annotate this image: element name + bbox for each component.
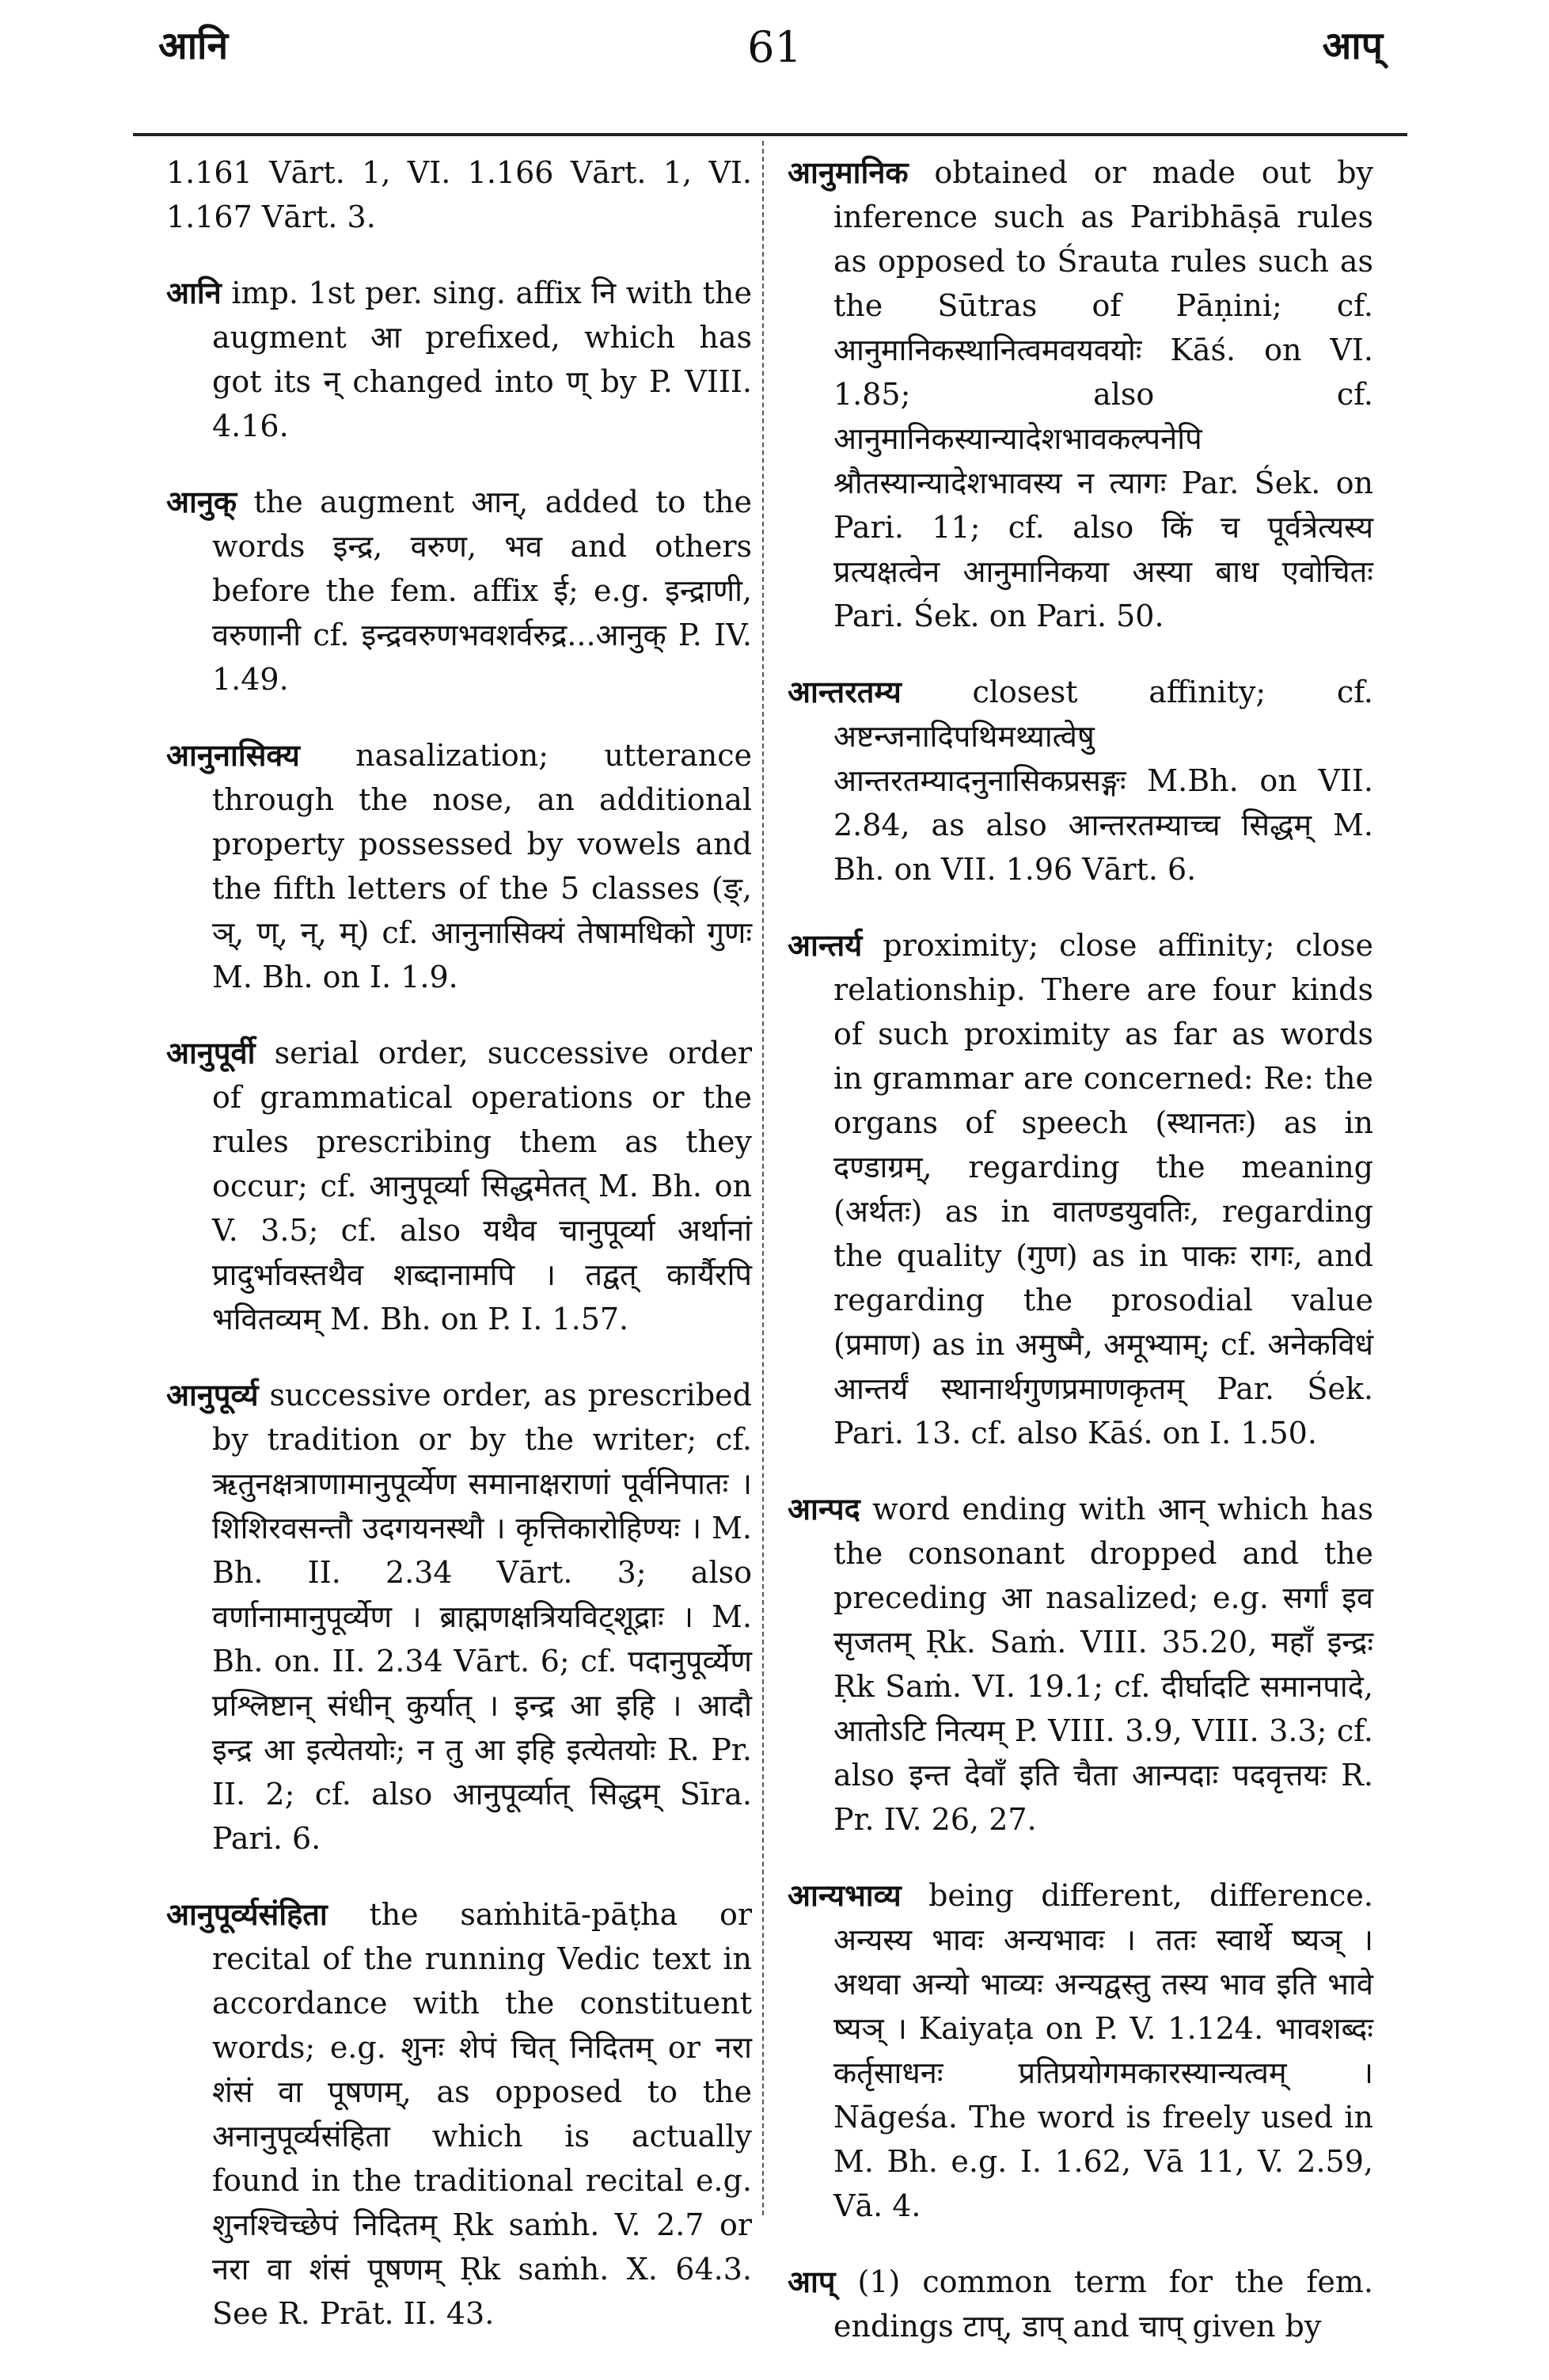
entry-text: the augment आन्, added to the words इन्द्र, वरुण, भव and others before the fem. affix ई; e.g. इन्द्राणी, वरुणानी cf. इन्द्रवरुणभवशर्वरुद्र...आनुक् P. IV. 1.49. bbox=[212, 485, 752, 697]
dictionary-entry bbox=[788, 1873, 1373, 2228]
running-head-right: आप् bbox=[1322, 24, 1383, 68]
dictionary-entry bbox=[788, 1487, 1373, 1842]
dictionary-entry bbox=[788, 150, 1373, 638]
entry-text: word ending with आन् which has the consonant dropped and the preceding आ nasalized; e.g. सर्गां इव सृजतम् Ṛk. Saṁ. VIII. 35.20, महाँ इन्द्रः Ṛk Saṁ. VI. 19.1; cf. दीर्घादटि समानपादे, आतोऽटि नित्यम् P. VIII. 3.9, VIII. 3.3; cf. also इन्त देवाँ इति चैता आन्पदाः पदवृत्तयः R. Pr. IV. 26, 27. bbox=[833, 1492, 1373, 1837]
header-rule bbox=[133, 133, 1407, 136]
dictionary-entry bbox=[166, 1031, 752, 1341]
entry-text: 1.161 Vārt. 1, VI. 1.166 Vārt. 1, VI. 1.167 Vārt. 3. bbox=[166, 155, 752, 234]
entry-text: the saṁhitā-pāṭha or recital of the running Vedic text in accordance with the constituent words; e.g. शुनः शेपं चित् निदितम् or नरा शंसं वा पूषणम्, as opposed to the अनानुपूर्व्यसंहिता which is actually found in the traditional recital e.g. शुनश्चिच्छेपं निदितम् Ṛk saṁh. V. 2.7 or नरा वा शंसं पूषणम् Ṛk saṁh. X. 64.3. See R. Prāt. II. 43. bbox=[212, 1897, 752, 2331]
dictionary-entry bbox=[166, 150, 752, 239]
dictionary-entry bbox=[788, 2260, 1373, 2348]
entry-headword: आनुमानिक bbox=[788, 154, 909, 190]
entry-headword: आन्पद bbox=[788, 1491, 860, 1526]
entry-headword: आनुक् bbox=[166, 484, 237, 519]
entry-headword: आनुपूर्व्य bbox=[166, 1377, 259, 1412]
entry-headword: आन्तर्य bbox=[788, 927, 863, 963]
entry-headword: आनुपूर्व्यसंहिता bbox=[166, 1896, 328, 1932]
entry-headword: आन्यभाव्य bbox=[788, 1877, 902, 1913]
page-number: 61 bbox=[747, 22, 802, 72]
entry-text: nasalization; utterance through the nose, an additional property possessed by vowels and the fifth letters of the 5 classes (ङ्, ञ्, ण्, न्, म्) cf. आनुनासिक्यं तेषामधिको गुणः M. Bh. on I. 1.9. bbox=[212, 738, 752, 994]
entry-text: serial order, successive order of grammatical operations or the rules prescribing them as they occur; cf. आनुपूर्व्या सिद्धमेतत् M. Bh. on V. 3.5; cf. also यथैव चानुपूर्व्या अर्थानां प्रादुर्भावस्तथैव शब्दानामपि । तद्वत् कार्यैरपि भवितव्यम् M. Bh. on P. I. 1.57. bbox=[212, 1036, 752, 1336]
entry-text: (1) common term for the fem. endings टाप्, डाप् and चाप् given by bbox=[833, 2264, 1373, 2344]
dictionary-entry bbox=[166, 1373, 752, 1861]
running-head-left: आनि bbox=[158, 24, 229, 68]
entry-text: successive order, as prescribed by tradition or by the writer; cf. ऋतुनक्षत्राणामानुपूर्व्येण समानाक्षराणां पूर्वनिपातः । शिशिरवसन्तौ उदगयनस्थौ । कृत्तिकारोहिण्यः । M. Bh. II. 2.34 Vārt. 3; also वर्णानामानुपूर्व्येण । ब्राह्मणक्षत्रियविट्शूद्राः । M. Bh. on. II. 2.34 Vārt. 6; cf. पदानुपूर्व्येण प्रश्लिष्टान् संधीन् कुर्यात् । इन्द्र आ इहि । आदौ इन्द्र आ इत्येतयोः; न तु आ इहि इत्येतयोः R. Pr. II. 2; cf. also आनुपूर्व्यात् सिद्धम् Sīra. Pari. 6. bbox=[212, 1378, 752, 1856]
entry-text: being different, difference. अन्यस्य भावः अन्यभावः । ततः स्वार्थे ष्यञ् । अथवा अन्यो भाव्यः अन्यद्वस्तु तस्य भाव इति भावे ष्यञ् । Kaiyaṭa on P. V. 1.124. भावशब्दः कर्तृसाधनः प्रतिप्रयोगमकारस्यान्यत्वम् । Nāgeśa. The word is freely used in M. Bh. e.g. I. 1.62, Vā 11, V. 2.59, Vā. 4. bbox=[833, 1878, 1373, 2223]
dictionary-entry bbox=[166, 733, 752, 999]
entry-headword: आनि bbox=[166, 275, 222, 310]
dictionary-entry bbox=[166, 1892, 752, 2336]
left-column bbox=[166, 150, 752, 2367]
entry-text: obtained or made out by inference such as Paribhāṣā rules as opposed to Śrauta rules such as the Sūtras of Pāṇini; cf. आनुमानिकस्थानित्वमवयवयोः Kāś. on VI. 1.85; also cf. आनुमानिकस्यान्यादेशभावकल्पनेपि श्रौतस्यान्यादेशभावस्य न त्यागः Par. Śek. on Pari. 11; cf. also किं च पूर्वत्रेत्यस्य प्रत्यक्षत्वेन आनुमानिकया अस्या बाध एवोचितः Pari. Śek. on Pari. 50. bbox=[833, 155, 1373, 633]
entry-text: closest affinity; cf. अष्टन्जनादिपथिमथ्यात्वेषु आन्तरतम्यादनुनासिकप्रसङ्गः M.Bh. on VII. 2.84, as also आन्तरतम्याच्च सिद्धम् M. Bh. on VII. 1.96 Vārt. 6. bbox=[833, 675, 1373, 887]
entry-headword: आन्तरतम्य bbox=[788, 674, 902, 709]
dictionary-entry bbox=[788, 923, 1373, 1455]
column-divider bbox=[762, 141, 764, 2215]
entry-text: proximity; close affinity; close relationship. There are four kinds of such proximity as far as words in grammar are concerned: Re: the organs of speech (स्थानतः) as in दण्डाग्रम्, regarding the meaning (अर्थतः) as in वातण्डयुवतिः, regarding the quality (गुण) as in पाकः रागः, and regarding the prosodial value (प्रमाण) as in अमुष्मै, अमूभ्याम्; cf. अनेकविधं आन्तर्यं स्थानार्थगुणप्रमाणकृतम् Par. Śek. Pari. 13. cf. also Kāś. on I. 1.50. bbox=[833, 928, 1373, 1450]
entry-text: imp. 1st per. sing. affix नि with the augment आ prefixed, which has got its न् changed into ण् by P. VIII. 4.16. bbox=[212, 276, 752, 443]
entry-headword: आनुनासिक्य bbox=[166, 737, 300, 773]
dictionary-entry bbox=[166, 271, 752, 448]
right-column bbox=[788, 150, 1373, 2380]
entry-headword: आप् bbox=[788, 2264, 836, 2299]
entry-headword: आनुपूर्वी bbox=[166, 1035, 256, 1070]
dictionary-entry bbox=[166, 480, 752, 701]
dictionary-entry bbox=[788, 670, 1373, 892]
